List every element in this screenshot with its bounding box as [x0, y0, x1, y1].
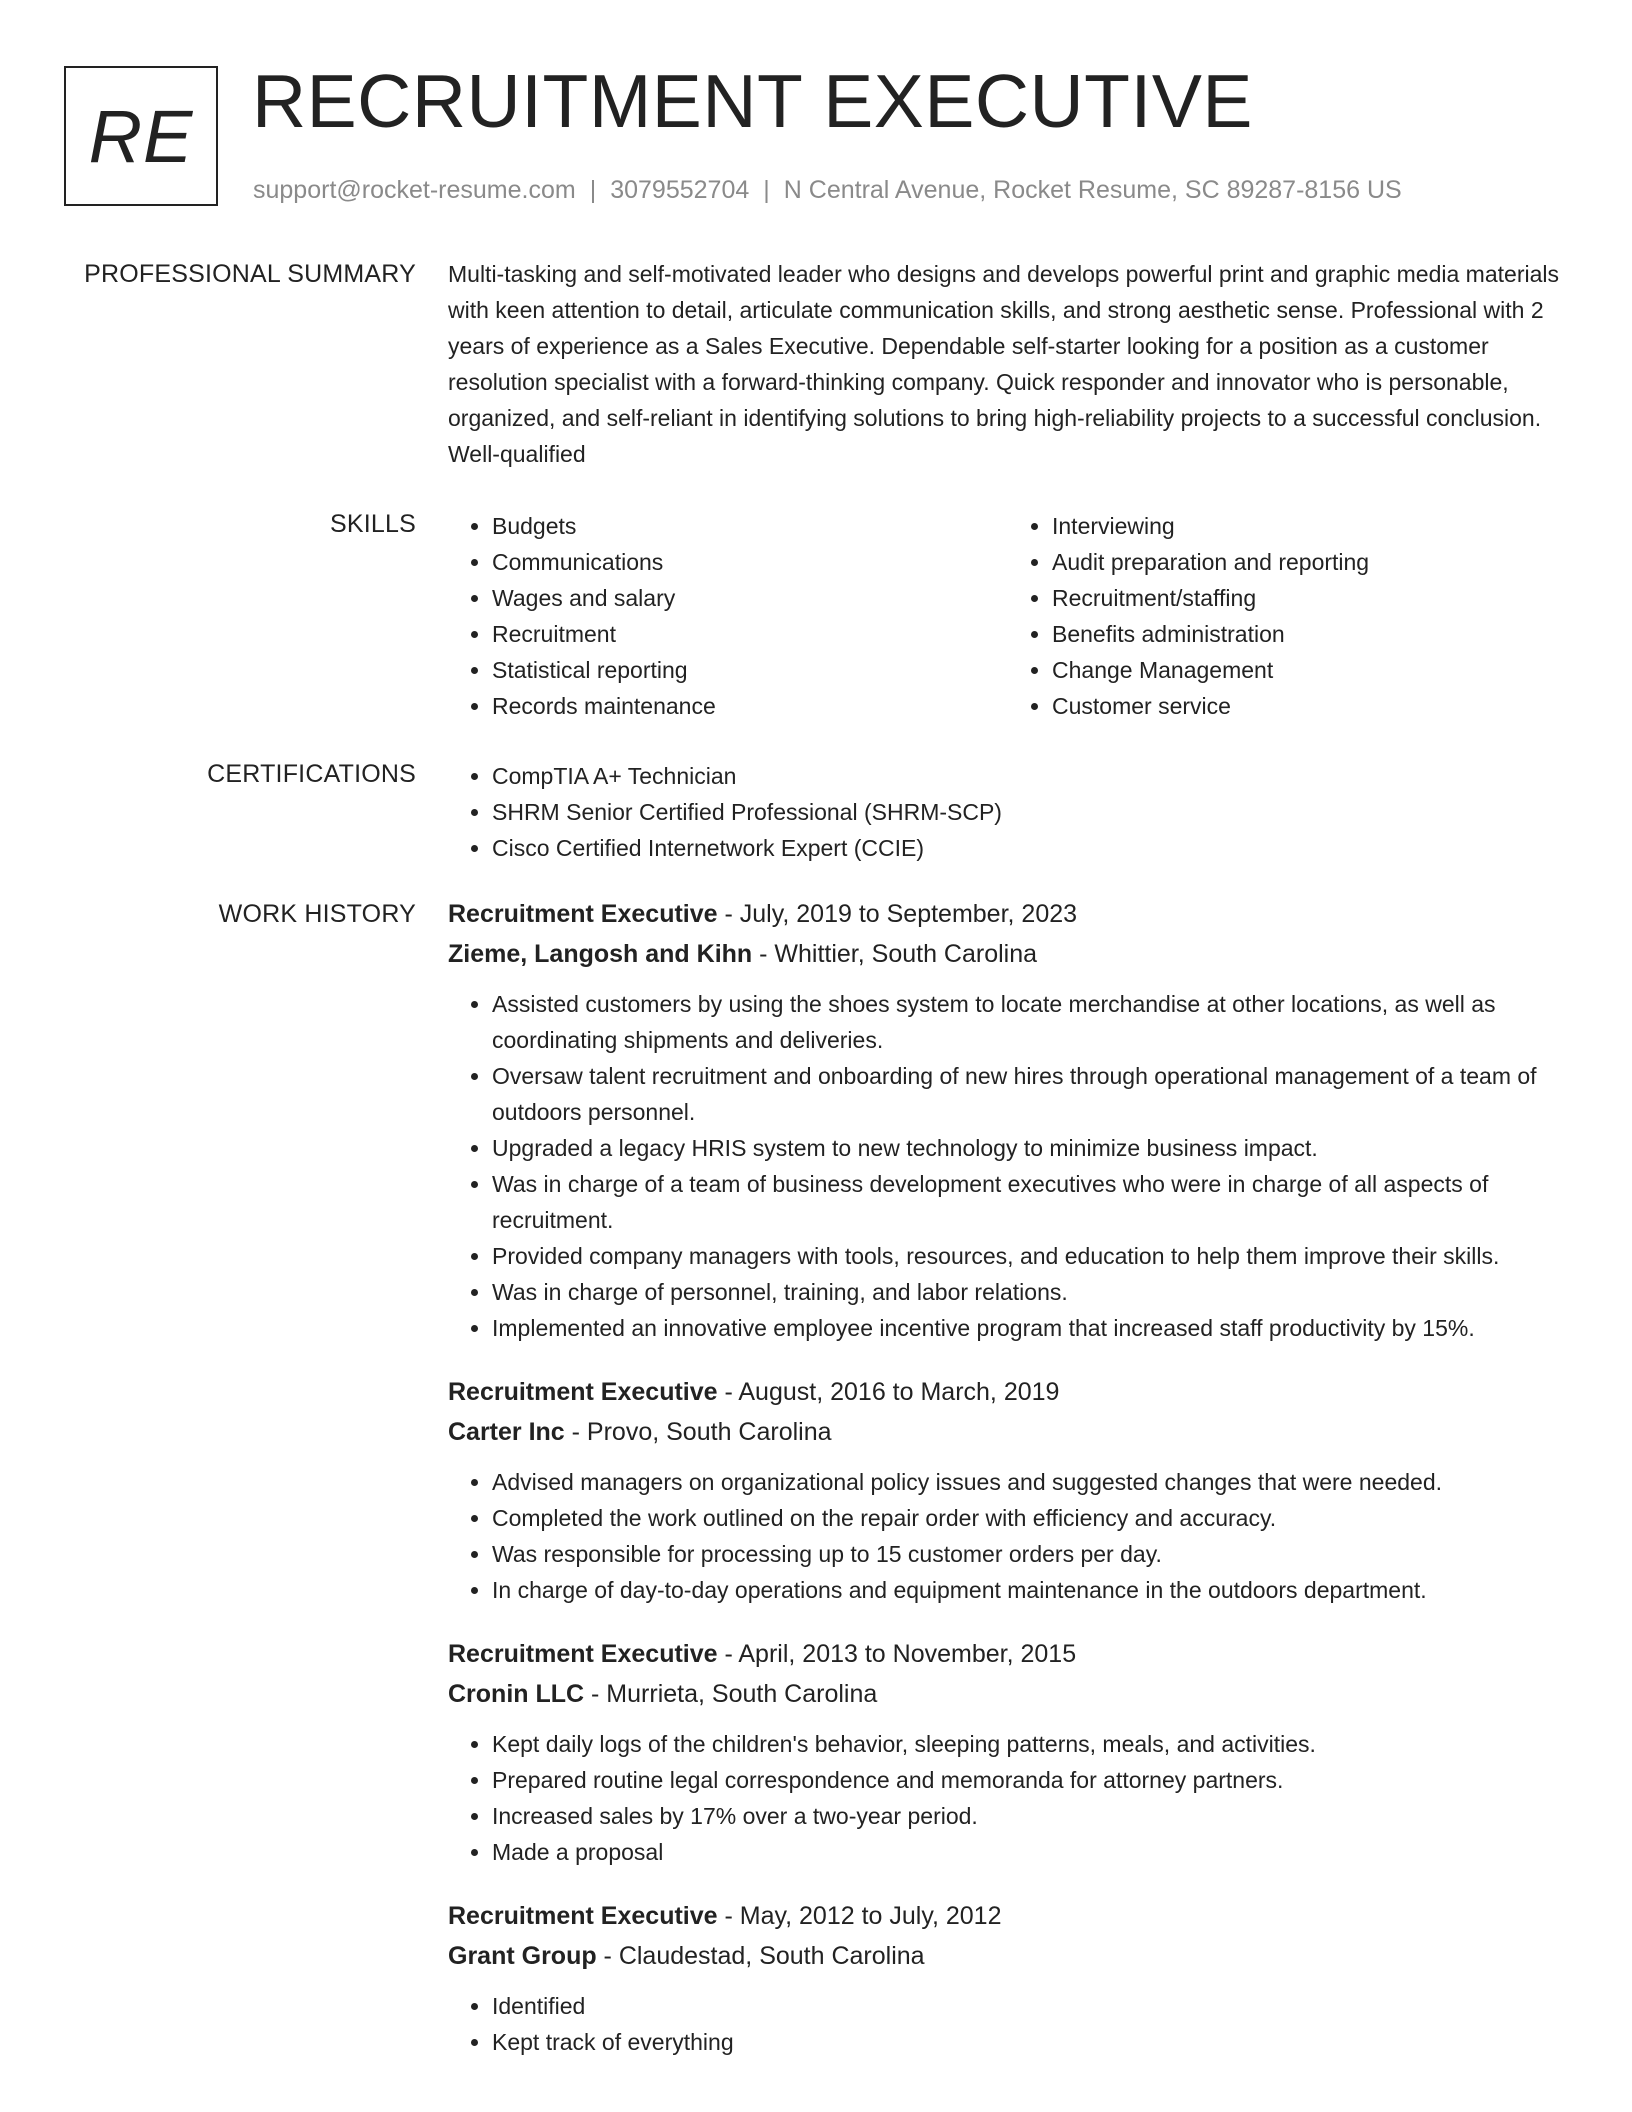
skill-item: • Records maintenance	[492, 688, 1008, 724]
job-entry	[448, 1372, 1568, 1608]
job-location: - Provo, South Carolina	[564, 1418, 832, 1446]
page-title: RECRUITMENT EXECUTIVE	[252, 59, 1253, 143]
job-title: Recruitment Executive	[448, 1378, 718, 1406]
job-bullets	[448, 1988, 1568, 2060]
job-bullet: • Prepared routine legal correspondence and memoranda for attorney partners.	[492, 1762, 1568, 1798]
skill-item: • Communications	[492, 544, 1008, 580]
skills-columns	[448, 508, 1568, 724]
skill-item: • Customer service	[1052, 688, 1568, 724]
job-title: Recruitment Executive	[448, 1640, 718, 1668]
section-body	[448, 258, 1568, 472]
job-bullets	[448, 1464, 1568, 1608]
skill-item: • Benefits administration	[1052, 616, 1568, 652]
job-bullet: • Oversaw talent recruitment and onboarding of new hires through operational management of a team of outdoors personnel.	[492, 1058, 1568, 1130]
certification-item: • SHRM Senior Certified Professional (SHRM-SCP)	[492, 794, 1568, 830]
job-title-line	[448, 1896, 1568, 1936]
contact-separator: |	[763, 176, 770, 204]
job-bullet: • Advised managers on organizational policy issues and suggested changes that were needed.	[492, 1464, 1568, 1500]
job-location: - Whittier, South Carolina	[752, 940, 1038, 968]
job-bullet: • Provided company managers with tools, resources, and education to help them improve their skills.	[492, 1238, 1568, 1274]
job-bullet: • Increased sales by 17% over a two-year period.	[492, 1798, 1568, 1834]
job-bullet: • Assisted customers by using the shoes system to locate merchandise at other locations, as well as coordinating shipments and deliveries.	[492, 986, 1568, 1058]
section-heading: CERTIFICATIONS	[207, 760, 416, 788]
section-heading: WORK HISTORY	[218, 900, 416, 928]
skill-item: • Recruitment/staffing	[1052, 580, 1568, 616]
skills-list-right	[1008, 508, 1568, 724]
job-company-line	[448, 934, 1568, 974]
job-dates: - April, 2013 to November, 2015	[717, 1640, 1077, 1668]
section-body	[448, 508, 1568, 724]
certifications-list	[448, 758, 1568, 866]
job-location: - Claudestad, South Carolina	[596, 1942, 925, 1970]
skills-list-left	[448, 508, 1008, 724]
job-company-line	[448, 1936, 1568, 1976]
job-bullet: • Completed the work outlined on the repair order with efficiency and accuracy.	[492, 1500, 1568, 1536]
job-company: Cronin LLC	[448, 1680, 585, 1708]
section-body	[448, 894, 1568, 2086]
job-bullet: • Identified	[492, 1988, 1568, 2024]
job-bullet: • In charge of day-to-day operations and equipment maintenance in the outdoors department.	[492, 1572, 1568, 1608]
job-company: Grant Group	[448, 1942, 597, 1970]
job-bullet: • Kept daily logs of the children's behavior, sleeping patterns, meals, and activities.	[492, 1726, 1568, 1762]
skill-item: • Wages and salary	[492, 580, 1008, 616]
contact-address: N Central Avenue, Rocket Resume, SC 89287-8156 US	[783, 176, 1402, 204]
contact-phone[interactable]: 3079552704	[610, 176, 750, 204]
certification-item: • CompTIA A+ Technician	[492, 758, 1568, 794]
monogram-initials: RE	[88, 94, 194, 178]
job-bullet: • Kept track of everything	[492, 2024, 1568, 2060]
contact-separator: |	[589, 176, 597, 204]
job-location: - Murrieta, South Carolina	[584, 1680, 878, 1708]
summary-text: Multi-tasking and self-motivated leader who designs and develops powerful print and graphic media materials with keen attention to detail, articulate communication skills, and strong aesthetic sense. Professional with 2 years of experience as a Sales Executive. Dependable self-starter looking for a position as a customer resolution specialist with a forward-thinking company. Quick responder and innovator who is personable, organized, and self-reliant in identifying solutions to bring high-reliability projects to a successful conclusion. Well-qualified	[448, 261, 1559, 467]
job-entry	[448, 894, 1568, 1346]
job-bullets	[448, 986, 1568, 1346]
job-entry	[448, 1634, 1568, 1870]
job-bullet: • Was in charge of a team of business development executives who were in charge of all aspects of recruitment.	[492, 1166, 1568, 1238]
job-title: Recruitment Executive	[448, 900, 718, 928]
job-title-line	[448, 1634, 1568, 1674]
job-bullet: • Was in charge of personnel, training, and labor relations.	[492, 1274, 1568, 1310]
job-bullets	[448, 1726, 1568, 1870]
job-dates: - August, 2016 to March, 2019	[717, 1378, 1060, 1406]
skill-item: • Change Management	[1052, 652, 1568, 688]
skill-item: • Statistical reporting	[492, 652, 1008, 688]
skill-item: • Interviewing	[1052, 508, 1568, 544]
job-bullet: • Upgraded a legacy HRIS system to new technology to minimize business impact.	[492, 1130, 1568, 1166]
job-company: Zieme, Langosh and Kihn	[448, 940, 753, 968]
skill-item: • Audit preparation and reporting	[1052, 544, 1568, 580]
job-company-line	[448, 1674, 1568, 1714]
job-entry	[448, 1896, 1568, 2060]
section-heading: SKILLS	[330, 510, 416, 538]
certification-item: • Cisco Certified Internetwork Expert (CCIE)	[492, 830, 1568, 866]
monogram-box	[64, 66, 218, 206]
job-company-line	[448, 1412, 1568, 1452]
job-bullet: • Made a proposal	[492, 1834, 1568, 1870]
skill-item: • Budgets	[492, 508, 1008, 544]
job-title-line	[448, 894, 1568, 934]
job-bullet: • Implemented an innovative employee incentive program that increased staff productivity by 15%.	[492, 1310, 1568, 1346]
skill-item: • Recruitment	[492, 616, 1008, 652]
job-dates: - July, 2019 to September, 2023	[717, 900, 1078, 928]
contact-line	[253, 174, 1402, 206]
job-company: Carter Inc	[448, 1418, 565, 1446]
job-bullet: • Was responsible for processing up to 15 customer orders per day.	[492, 1536, 1568, 1572]
job-dates: - May, 2012 to July, 2012	[717, 1902, 1002, 1930]
contact-email[interactable]: support@rocket-resume.com	[253, 176, 576, 204]
section-heading: PROFESSIONAL SUMMARY	[84, 260, 416, 288]
job-title: Recruitment Executive	[448, 1902, 718, 1930]
job-title-line	[448, 1372, 1568, 1412]
section-body	[448, 758, 1568, 866]
